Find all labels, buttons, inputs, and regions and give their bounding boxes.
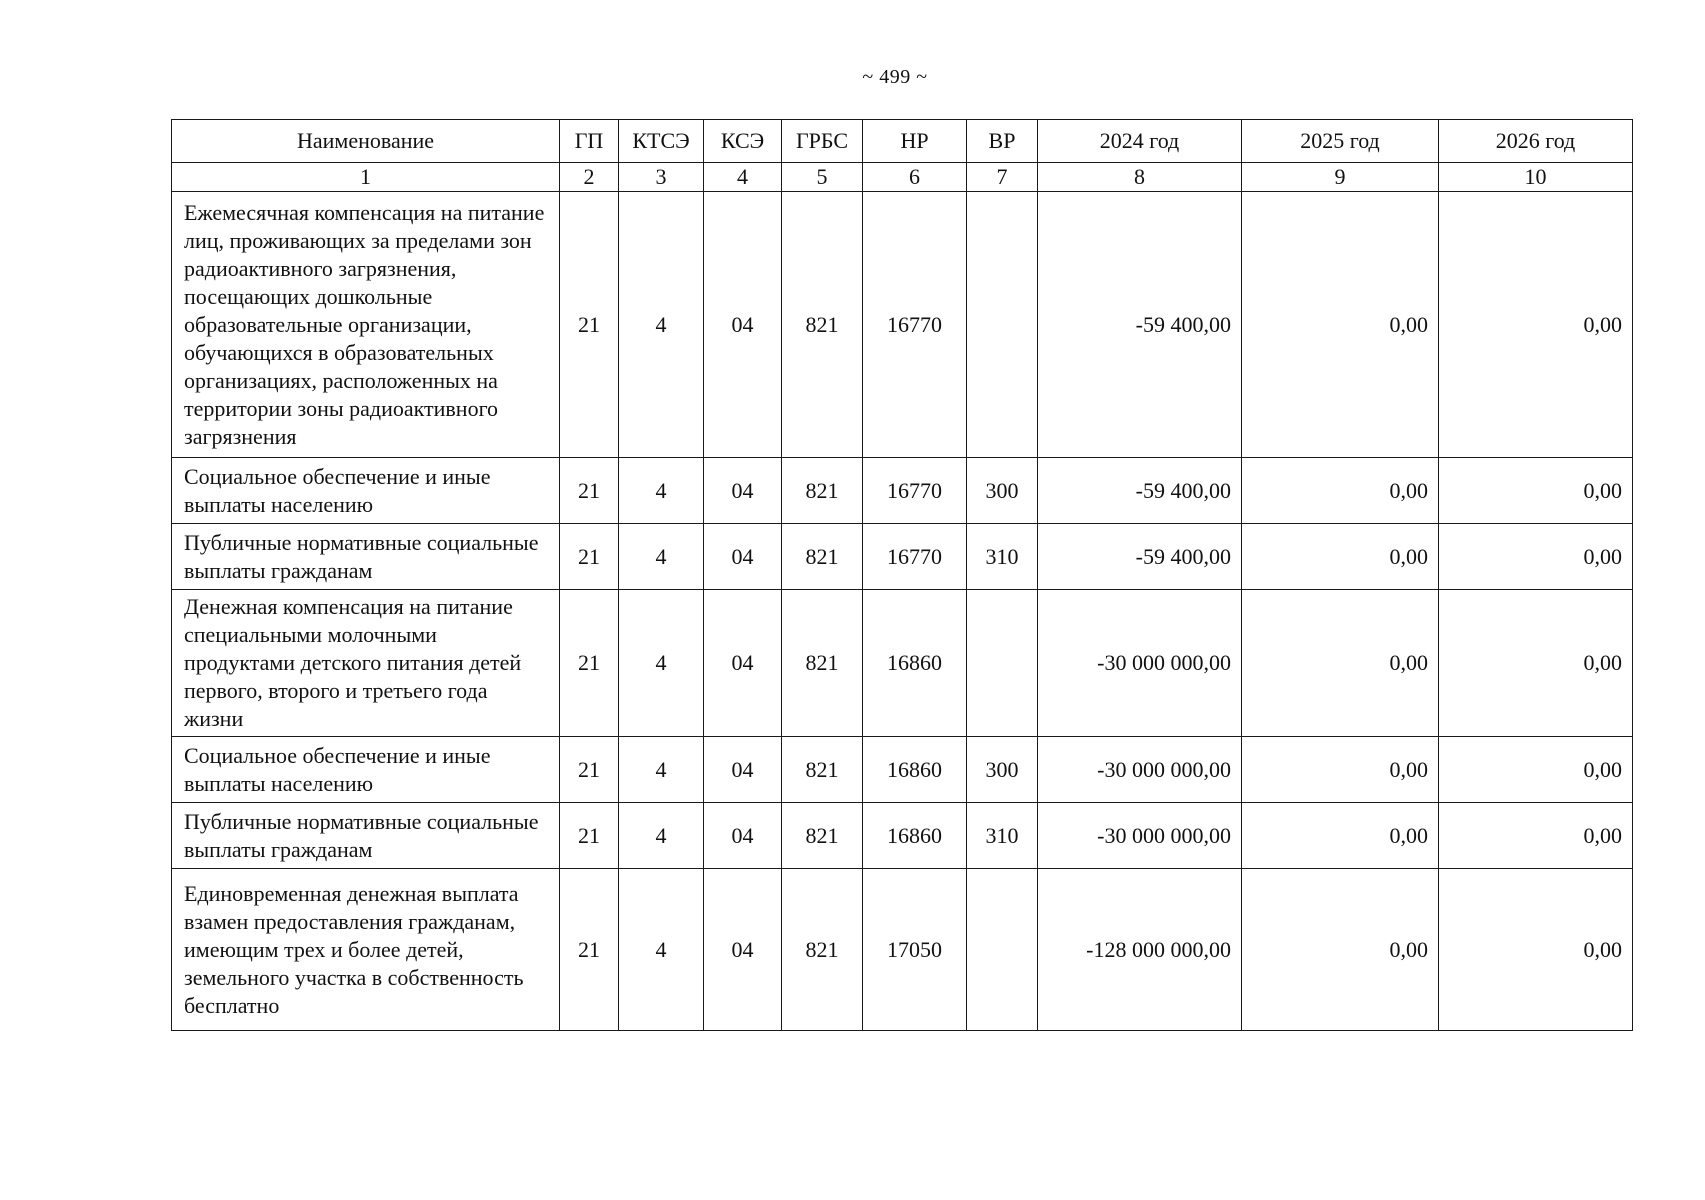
row-name: Денежная компенсация на питание специальными молочными продуктами детского питания детей первого, второго и третьего года жизни [172,590,560,737]
header-row [172,120,1633,163]
row-kse: 04 [704,590,782,737]
row-vr: 310 [967,803,1038,869]
row-gp: 21 [560,869,619,1031]
table-row [172,803,1633,869]
row-grbs: 821 [782,869,863,1031]
column-number: 8 [1038,163,1242,192]
row-nr: 17050 [863,869,967,1031]
row-ktse: 4 [619,458,704,524]
row-amount-2024: -59 400,00 [1038,192,1242,458]
row-amount-2025: 0,00 [1242,869,1439,1031]
row-ktse: 4 [619,803,704,869]
row-nr: 16860 [863,590,967,737]
row-name: Единовременная денежная выплата взамен предоставления гражданам, имеющим трех и более детей, земельного участка в собственность бесплатно [172,869,560,1031]
row-grbs: 821 [782,803,863,869]
header-ktse: КТСЭ [619,120,704,163]
row-ktse: 4 [619,869,704,1031]
header-year-2025: 2025 год [1242,120,1439,163]
header-year-2026: 2026 год [1439,120,1633,163]
row-gp: 21 [560,458,619,524]
row-amount-2026: 0,00 [1439,803,1633,869]
column-number: 7 [967,163,1038,192]
row-name: Ежемесячная компенсация на питание лиц, проживающих за пределами зон радиоактивного загрязнения, посещающих дошкольные образовательные организации, обучающихся в образовательных организациях, расположенных на территории зоны радиоактивного загрязнения [172,192,560,458]
row-vr: 300 [967,737,1038,803]
row-vr: 310 [967,524,1038,590]
row-grbs: 821 [782,458,863,524]
row-kse: 04 [704,192,782,458]
table-row [172,737,1633,803]
header-name: Наименование [172,120,560,163]
row-gp: 21 [560,803,619,869]
row-amount-2026: 0,00 [1439,458,1633,524]
row-amount-2025: 0,00 [1242,590,1439,737]
header-grbs: ГРБС [782,120,863,163]
row-amount-2025: 0,00 [1242,737,1439,803]
row-gp: 21 [560,192,619,458]
row-amount-2024: -59 400,00 [1038,458,1242,524]
row-amount-2026: 0,00 [1439,869,1633,1031]
row-amount-2025: 0,00 [1242,524,1439,590]
row-amount-2024: -59 400,00 [1038,524,1242,590]
column-number: 1 [172,163,560,192]
row-name: Социальное обеспечение и иные выплаты населению [172,458,560,524]
header-gp: ГП [560,120,619,163]
row-ktse: 4 [619,524,704,590]
row-vr [967,869,1038,1031]
row-amount-2025: 0,00 [1242,803,1439,869]
table-row [172,590,1633,737]
row-amount-2024: -30 000 000,00 [1038,803,1242,869]
column-number: 3 [619,163,704,192]
table-row [172,524,1633,590]
column-number: 4 [704,163,782,192]
column-number: 6 [863,163,967,192]
column-number: 5 [782,163,863,192]
row-vr: 300 [967,458,1038,524]
page-number: ~ 499 ~ [862,66,928,88]
row-amount-2025: 0,00 [1242,192,1439,458]
column-number: 2 [560,163,619,192]
row-grbs: 821 [782,737,863,803]
row-gp: 21 [560,524,619,590]
row-amount-2024: -30 000 000,00 [1038,737,1242,803]
row-ktse: 4 [619,192,704,458]
column-number-row [172,163,1633,192]
row-amount-2026: 0,00 [1439,524,1633,590]
row-nr: 16770 [863,192,967,458]
header-year-2024: 2024 год [1038,120,1242,163]
row-vr [967,192,1038,458]
row-kse: 04 [704,803,782,869]
row-nr: 16860 [863,737,967,803]
row-kse: 04 [704,458,782,524]
row-gp: 21 [560,737,619,803]
row-nr: 16860 [863,803,967,869]
row-name: Социальное обеспечение и иные выплаты населению [172,737,560,803]
table-row [172,192,1633,458]
row-amount-2024: -128 000 000,00 [1038,869,1242,1031]
header-kse: КСЭ [704,120,782,163]
row-nr: 16770 [863,458,967,524]
row-ktse: 4 [619,737,704,803]
row-kse: 04 [704,869,782,1031]
row-grbs: 821 [782,192,863,458]
row-amount-2026: 0,00 [1439,192,1633,458]
row-amount-2024: -30 000 000,00 [1038,590,1242,737]
header-vr: ВР [967,120,1038,163]
column-number: 10 [1439,163,1633,192]
row-kse: 04 [704,737,782,803]
budget-table [171,119,1633,1031]
row-vr [967,590,1038,737]
row-nr: 16770 [863,524,967,590]
row-amount-2026: 0,00 [1439,737,1633,803]
row-ktse: 4 [619,590,704,737]
row-grbs: 821 [782,524,863,590]
row-grbs: 821 [782,590,863,737]
row-gp: 21 [560,590,619,737]
row-name: Публичные нормативные социальные выплаты гражданам [172,803,560,869]
table-row [172,869,1633,1031]
row-amount-2026: 0,00 [1439,590,1633,737]
column-number: 9 [1242,163,1439,192]
row-kse: 04 [704,524,782,590]
header-nr: НР [863,120,967,163]
row-name: Публичные нормативные социальные выплаты гражданам [172,524,560,590]
table-row [172,458,1633,524]
row-amount-2025: 0,00 [1242,458,1439,524]
